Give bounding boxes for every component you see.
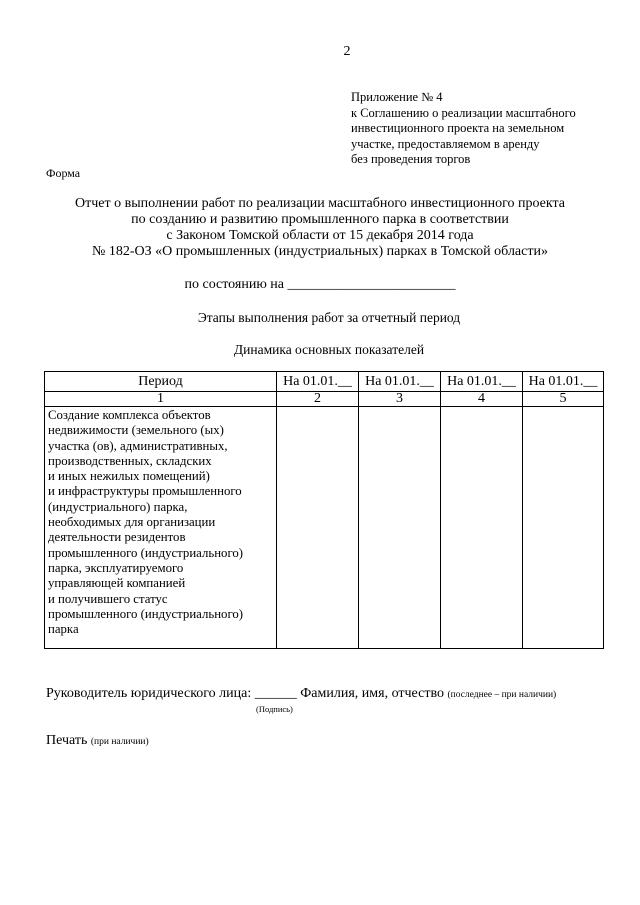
stamp-line [46, 733, 149, 749]
description-line: и получившего статус [48, 591, 168, 606]
value-cell [359, 407, 441, 649]
description-line: промышленного (индустриального) [48, 545, 244, 560]
column-number: 2 [277, 392, 359, 407]
description-line: и иных нежилых помещений) [48, 469, 210, 484]
appendix-line: к Соглашению о реализации масштабного [351, 105, 576, 120]
description-line: парка [48, 622, 79, 637]
title-line: Отчет о выполнении работ по реализации масштабного инвестиционного проекта [74, 196, 566, 211]
description-line: парка, эксплуатируемого [48, 560, 184, 575]
description-line: недвижимости (земельного (ых) [48, 423, 224, 438]
description-line: Создание комплекса объектов [48, 408, 211, 422]
signature-note: (последнее – при наличии) [447, 690, 557, 700]
description-line: необходимых для организации [48, 515, 216, 530]
value-cell [441, 407, 523, 649]
appendix-block [351, 90, 576, 168]
dynamics-heading: Динамика основных показателей [233, 342, 425, 357]
column-number: 1 [45, 392, 277, 407]
signature-label: Руководитель юридического лица: ______ Фамилия, имя, отчество [46, 686, 444, 701]
stamp-label: Печать [46, 733, 88, 748]
table-header-row [45, 372, 604, 392]
column-number-row [45, 392, 604, 407]
appendix-line: без проведения торгов [351, 152, 471, 166]
header-cell-date: На 01.01.__ [277, 372, 359, 392]
description-line: (индустриального) парка, [48, 499, 188, 514]
column-number: 5 [523, 392, 604, 407]
report-title [0, 196, 640, 260]
header-cell-date: На 01.01.__ [441, 372, 523, 392]
indicator-description-cell [45, 407, 277, 649]
description-line: производственных, складских [48, 453, 212, 468]
appendix-line: Приложение № 4 [351, 90, 443, 104]
description-line: промышленного (индустриального) [48, 606, 244, 621]
description-line: деятельности резидентов [48, 530, 186, 545]
as-of-date-line: по состоянию на ________________________ [184, 277, 456, 292]
signature-line [46, 686, 556, 702]
indicator-description [45, 407, 276, 637]
stamp-note: (при наличии) [90, 737, 149, 747]
description-line: участка (ов), административных, [48, 438, 228, 453]
signature-caption: (Подпись) [256, 704, 293, 714]
column-number: 4 [441, 392, 523, 407]
appendix-line: инвестиционного проекта на земельном [351, 121, 565, 135]
page-number: 2 [343, 44, 351, 59]
form-label: Форма [46, 166, 81, 180]
appendix-line: участке, предоставляемом в аренду [351, 136, 540, 151]
header-cell-period: Период [45, 372, 277, 392]
stages-heading: Этапы выполнения работ за отчетный период [197, 310, 461, 325]
title-line: с Законом Томской области от 15 декабря 2014 года [166, 228, 474, 243]
value-cell [523, 407, 604, 649]
title-line: № 182-ОЗ «О промышленных (индустриальных) парках в Томской области» [92, 244, 548, 259]
header-cell-date: На 01.01.__ [359, 372, 441, 392]
title-line: по созданию и развитию промышленного парка в соответствии [131, 212, 509, 227]
header-cell-date: На 01.01.__ [523, 372, 604, 392]
description-line: управляющей компанией [48, 576, 186, 591]
table-row [45, 407, 604, 649]
column-number: 3 [359, 392, 441, 407]
indicators-table [44, 371, 604, 649]
description-line: и инфраструктуры промышленного [48, 484, 242, 499]
value-cell [277, 407, 359, 649]
